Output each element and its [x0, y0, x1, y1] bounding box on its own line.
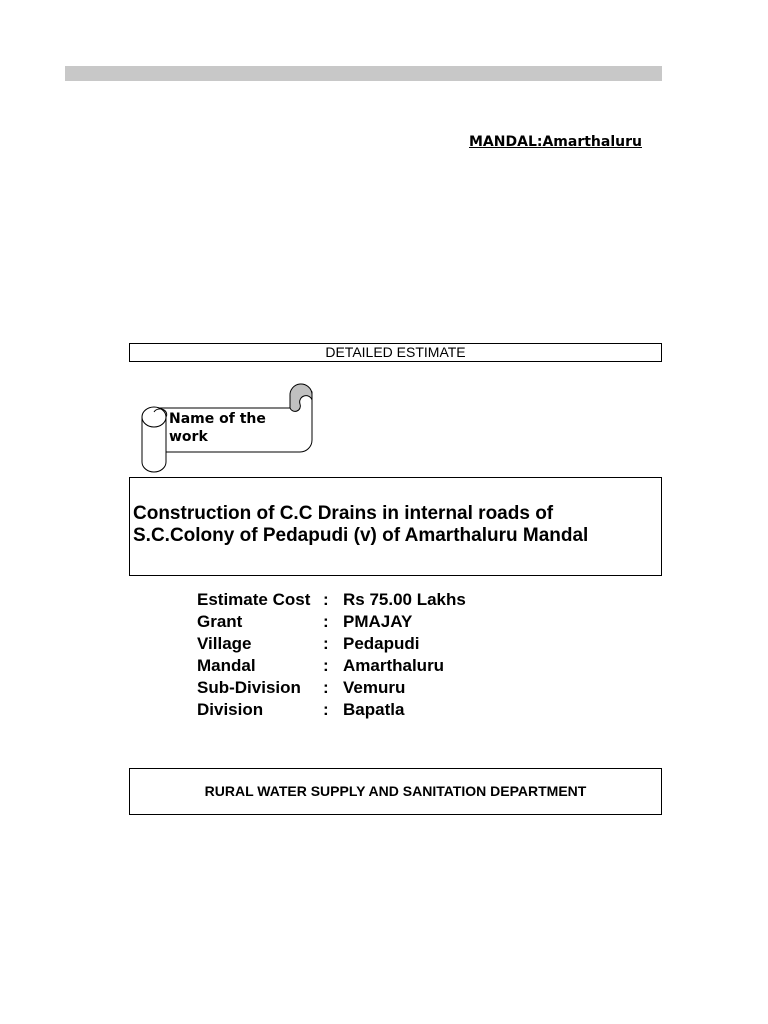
detail-value: Amarthaluru: [343, 656, 445, 675]
header-bar: [65, 66, 662, 81]
detail-value: Pedapudi: [343, 634, 420, 653]
detail-key: Grant: [197, 612, 243, 631]
name-of-work-label: Name of the work: [169, 411, 266, 445]
detail-sep: :: [323, 678, 329, 697]
detail-value: Vemuru: [343, 678, 406, 697]
detailed-estimate-box: DETAILED ESTIMATE: [129, 343, 662, 362]
detail-value: PMAJAY: [343, 612, 413, 631]
department-box: RURAL WATER SUPPLY AND SANITATION DEPARTMENT: [129, 768, 662, 815]
detail-key: Mandal: [197, 656, 256, 675]
detail-sep: :: [323, 634, 329, 653]
detail-key: Division: [197, 700, 264, 719]
detail-sep: :: [323, 656, 329, 675]
work-title-box: [129, 477, 662, 576]
detail-value: Bapatla: [343, 700, 405, 719]
detail-key: Estimate Cost: [197, 590, 311, 609]
detail-sep: :: [323, 700, 329, 719]
detail-sep: :: [323, 612, 329, 631]
work-title: Construction of C.C Drains in internal roads of S.C.Colony of Pedapudi (v) of Amarthaluru Mandal: [133, 503, 589, 546]
detail-value: Rs 75.00 Lakhs: [343, 590, 466, 609]
detail-key: Village: [197, 634, 252, 653]
detail-sep: :: [323, 590, 329, 609]
detail-key: Sub-Division: [197, 678, 301, 697]
mandal-heading: MANDAL:Amarthaluru: [469, 134, 642, 150]
